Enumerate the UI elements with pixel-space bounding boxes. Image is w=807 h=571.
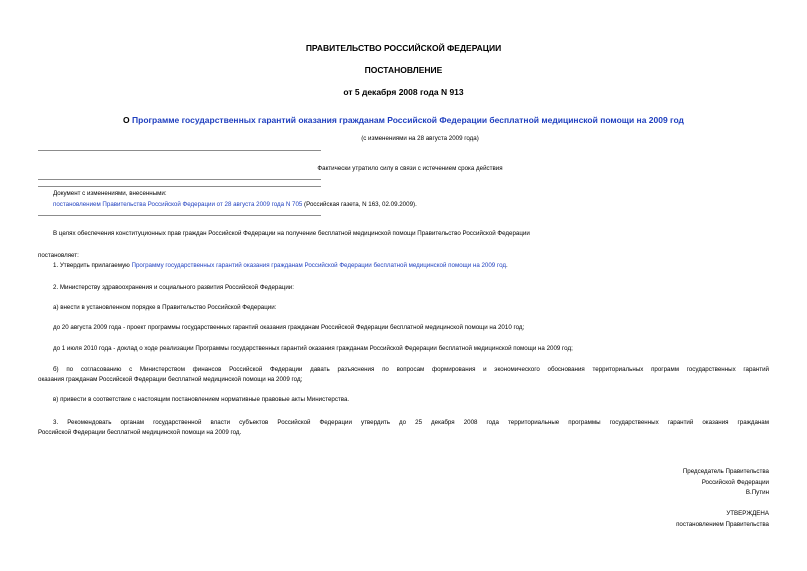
paragraph-2c: в) привести в соответствие с настоящим постановлением нормативные правовые акты Министерства. — [53, 396, 350, 403]
changes-label: Документ с изменениями, внесенными: — [53, 190, 167, 197]
decree-word: постановляет: — [38, 252, 79, 259]
title-link[interactable]: Программе государственных гарантий оказания гражданам Российской Федерации бесплатной медицинской помощи на 2009 год — [132, 115, 684, 125]
approval-by: постановлением Правительства — [676, 520, 769, 528]
document-title — [0, 115, 807, 125]
divider — [38, 215, 321, 216]
approval-label: УТВЕРЖДЕНА — [726, 510, 769, 517]
date-number-heading: от 5 декабря 2008 года N 913 — [343, 87, 464, 97]
intro-paragraph: В целях обеспечения конституционных прав граждан Российской Федерации на получение бесплатной медицинской помощи Правительство Российской Федерации — [53, 230, 530, 237]
paragraph-3-line-1: 3. Рекомендовать органам государственной власти субъектов Российской Федерации утвердить до 25 декабря 2008 года территориальные программы государственных гарантий оказания гражданам — [53, 419, 769, 426]
changes-line — [53, 201, 417, 209]
document-type-heading: ПОСТАНОВЛЕНИЕ — [364, 65, 443, 75]
paragraph-3 — [38, 418, 769, 437]
signature-block — [683, 467, 769, 499]
signature-position: Председатель Правительства — [682, 468, 769, 475]
title-prefix: О — [123, 115, 133, 125]
changes-source: (Российская газета, N 163, 02.09.2009). — [302, 201, 417, 208]
approval-block — [676, 509, 769, 530]
paragraph-2a-item-2: до 1 июля 2010 года - доклад о ходе реализации Программы государственных гарантий оказания гражданам Российской Федерации бесплатной медицинской помощи на 2009 год; — [53, 345, 573, 352]
paragraph-2b — [38, 365, 769, 384]
signature-country: Российской Федерации — [701, 478, 769, 486]
paragraph-1 — [53, 262, 508, 270]
divider — [38, 179, 321, 180]
paragraph-3-line-2: Российской Федерации бесплатной медицинской помощи на 2009 год. — [38, 428, 242, 436]
paragraph-1-suffix: . — [506, 262, 508, 269]
changes-link[interactable]: постановлением Правительства Российской Федерации от 28 августа 2009 года N 705 — [53, 201, 303, 208]
divider — [38, 186, 321, 187]
paragraph-2a: а) внести в установленном порядке в Правительство Российской Федерации: — [53, 304, 277, 311]
status-note: Фактически утратило силу в связи с истечением срока действия — [317, 165, 503, 172]
paragraph-1-prefix: 1. Утвердить прилагаемую — [53, 262, 132, 269]
paragraph-2: 2. Министерству здравоохранения и социального развития Российской Федерации: — [53, 284, 294, 291]
signature-name: В.Путин — [745, 489, 769, 496]
amendments-note: (с изменениями на 28 августа 2009 года) — [361, 135, 479, 142]
divider — [38, 150, 321, 151]
paragraph-2a-item-1: до 20 августа 2009 года - проект программы государственных гарантий оказания гражданам Российской Федерации бесплатной медицинской помощи на 2010 год; — [53, 324, 525, 331]
paragraph-2b-line-2: оказания гражданам Российской Федерации бесплатной медицинской помощи на 2009 год; — [38, 375, 303, 383]
government-heading: ПРАВИТЕЛЬСТВО РОССИЙСКОЙ ФЕДЕРАЦИИ — [305, 43, 502, 53]
paragraph-2b-line-1: б) по согласованию с Министерством финансов Российской Федерации давать разъяснения по вопросам формирования и экономического обоснования территориальных программ государственных гарантий — [53, 366, 769, 373]
program-link[interactable]: Программу государственных гарантий оказания гражданам Российской Федерации бесплатной медицинской помощи на 2009 год — [131, 262, 506, 269]
